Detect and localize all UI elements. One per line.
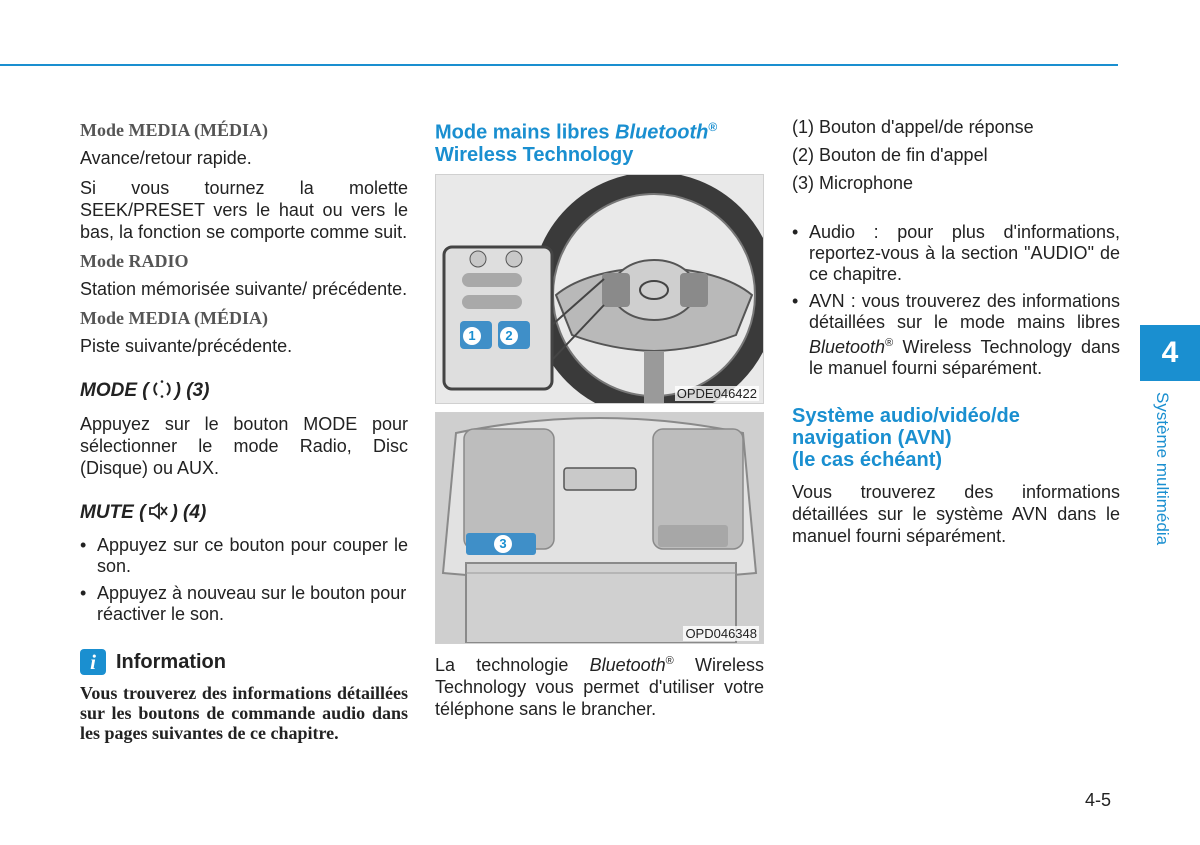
chapter-number-tab: 4 [1140,325,1200,381]
steering-wheel-figure [435,174,764,404]
avn-heading-line3: (le cas échéant) [792,449,943,471]
radio-mode-text: Station mémorisée suivante/ précédente. [80,279,408,299]
avn-heading [792,405,1120,471]
mode-heading [80,379,408,405]
info-icon: i [80,649,106,675]
column-left [80,116,408,743]
chapter-name: Système multimédia [1153,392,1172,546]
bluetooth-description-c: Wireless Technology vous permet d'utiliser votre téléphone sans le brancher. [435,654,764,719]
bluetooth-description-reg: ® [665,654,674,667]
mute-bullet-2: • Appuyez à nouveau sur le bouton pour réactiver le son. [80,583,408,625]
overhead-console-figure [435,412,764,644]
avn-bullet-a: AVN : vous trouverez des informations détaillées sur le mode mains libres [809,291,1120,332]
avn-bullet-brand: Bluetooth [809,337,886,357]
media-mode-heading: Mode MEDIA (MÉDIA) [80,120,268,140]
legend-item-1: (1) Bouton d'appel/de réponse [792,117,1034,137]
mute-heading-b: ) (4) [171,502,207,523]
avn-bullet [792,291,1120,379]
callout-3: 3 [494,535,512,553]
mute-bullets [80,535,408,625]
mode-heading-b: ) (3) [174,380,210,401]
legend-item-2: (2) Bouton de fin d'appel [792,145,988,165]
steering-wheel-illustration [436,175,763,403]
mode-icon [151,379,173,405]
figure-code-2: OPD046348 [685,625,757,641]
avn-bullet-reg: ® [885,337,894,349]
avn-bullets [792,222,1120,379]
callout-1: 1 [463,327,481,345]
column-right [792,116,1120,555]
media-mode-text-2: Piste suivante/précédente. [80,336,293,356]
top-rule [0,64,1118,66]
bluetooth-heading [435,116,764,166]
legend-item-3: (3) Microphone [792,173,914,193]
media-mode-heading-2: Mode MEDIA (MÉDIA) [80,308,268,328]
avn-heading-line1: Système audio/vidéo/de [792,405,1020,427]
seek-text: Si vous tournez la molette SEEK/PRESET vers le haut ou vers le bas, la fonction se comporte comme suit. [80,178,408,242]
avn-bullet-c: Wireless Technology dans le manuel fourni séparément. [809,337,1120,378]
mute-icon [148,501,168,527]
bluetooth-description-a: La technologie [435,654,590,675]
overhead-console-illustration [436,413,763,643]
bluetooth-description [435,650,764,720]
page-number: 4-5 [1085,790,1112,810]
chapter-name-vertical [1152,392,1182,572]
avn-heading-line2: navigation (AVN) [792,427,952,449]
radio-mode-heading: Mode RADIO [80,251,189,271]
column-middle [435,116,764,728]
mode-text: Appuyez sur le bouton MODE pour sélectionner le mode Radio, Disc (Disque) ou AUX. [80,414,408,478]
information-title: Information [116,650,226,673]
callout-2: 2 [500,327,518,345]
bluetooth-description-brand: Bluetooth [589,654,666,675]
bluetooth-heading-c: Wireless Technology [435,143,634,166]
mode-heading-a: MODE ( [80,380,149,401]
figure-code-1: OPDE046422 [676,385,757,401]
information-heading [80,649,408,675]
mute-heading [80,501,408,527]
bluetooth-heading-a: Mode mains libres [435,121,616,144]
mute-heading-a: MUTE ( [80,502,146,523]
bluetooth-heading-reg: ® [708,120,718,134]
information-text: Vous trouverez des informations détaillées sur les boutons de commande audio dans les pages suivantes de ce chapitre. [80,683,408,743]
avn-text: Vous trouverez des informations détaillées sur le système AVN dans le manuel fourni séparément. [792,482,1120,546]
mute-bullet-1: • Appuyez sur ce bouton pour couper le son. [80,535,408,577]
bluetooth-heading-brand: Bluetooth [615,121,709,144]
audio-bullet: • Audio : pour plus d'informations, reportez-vous à la section "AUDIO" de ce chapitre. [792,222,1120,285]
media-mode-text: Avance/retour rapide. [80,148,252,168]
